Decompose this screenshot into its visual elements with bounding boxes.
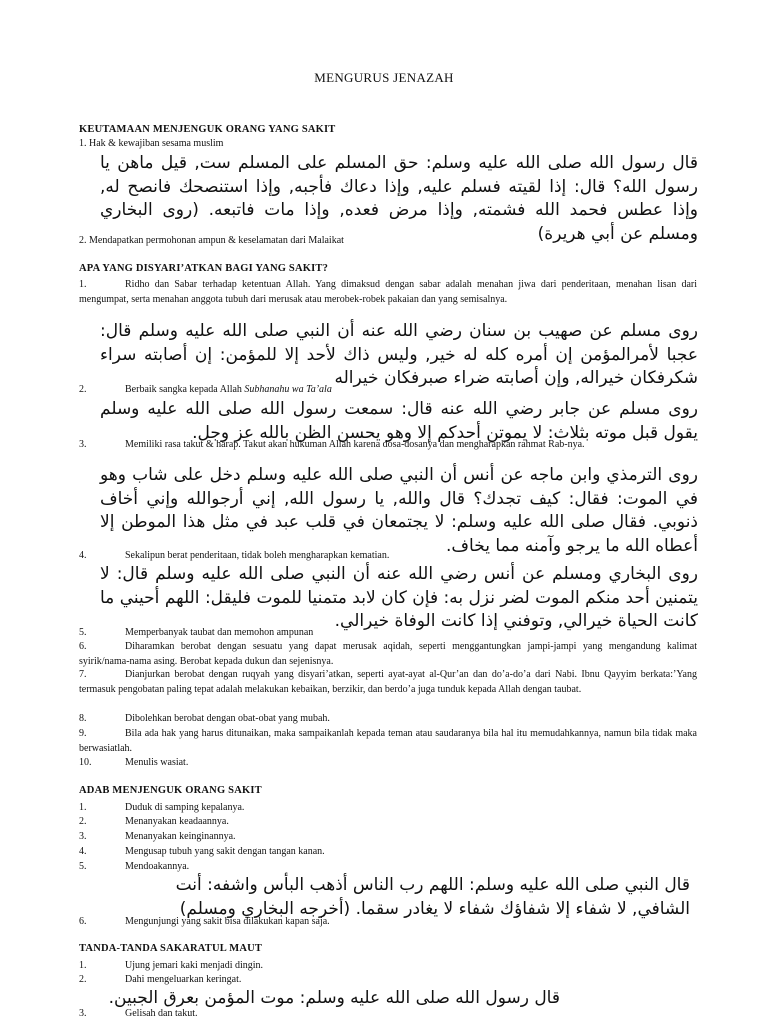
list-item: 2. Berbaik sangka kepada Allah Subhanahu wa Ta’ala [79,384,332,395]
list-item: 4. Sekalipun berat penderitaan, tidak boleh mengharapkan kematian. [79,550,390,561]
list-item: 1. Duduk di samping kepalanya. [79,802,245,813]
list-item: 6. Mengunjungi yang sakit bisa dilakukan kapan saja. [79,916,330,927]
list-item: 5. Mendoakannya. [79,861,190,872]
list-item: 9. Bila ada hak yang harus ditunaikan, maka sampaikanlah kepada teman atau saudaranya bila hal itu memudahkannya, namun bila tidak maka berwasiatlah. [79,728,697,754]
arabic-hadith-text: روى البخاري ومسلم عن أنس رضي الله عنه أن النبي صلى الله عليه وسلم قال: لا يتمنين أحد منكم الموت لضر نزل به: فإن كان لابد متمنيا للموت فليقل: اللهم أحيني ما كانت الحياة خيرالي, وتوفني إذا كانت الوفاة خيرالي. [100,564,698,631]
list-item: 3. Gelisah dan takut. [79,1008,198,1019]
list-item: 1. Ujung jemari kaki menjadi dingin. [79,960,264,971]
arabic-hadith-text: روى الترمذي وابن ماجه عن أنس أن النبي صلى الله عليه وسلم دخل على شاب وهو في الموت: فقال: كيف تجدك؟ قال والله, يا رسول الله, إني أرجوالله وإني أخاف ذنوبي. فقال صلى الله عليه وسلم: لا يجتمعان في قلب عبد في مثل هذا الموطن إلا أعطاه الله ما يرجو وآمنه مما يخاف. [100,465,698,556]
list-item: 2. Dahi mengeluarkan keringat. [79,974,242,985]
list-item: 7. Dianjurkan berobat dengan ruqyah yang disyari’atkan, seperti ayat-ayat al-Qur’an dan do’a-do’a dari Nabi. Ibnu Qayyim berkata:’Yang termasuk pengobatan paling tepat adalah melakukan kebaikan, berzikir, dan berdo’a juga tunduk kepada Allah dengan taubat. [79,669,697,695]
list-item: 3. Menanyakan keinginannya. [79,831,236,842]
list-item: 5. Memperbanyak taubat dan memohon ampunan [79,627,314,638]
section-heading-adab: ADAB MENJENGUK ORANG SAKIT [79,785,262,796]
section-heading-sakaratul: TANDA-TANDA SAKARATUL MAUT [79,943,263,954]
arabic-hadith-text: روى مسلم عن جابر رضي الله عنه قال: سمعت رسول الله صلى الله عليه وسلم يقول قبل موته بثلاث: لا يموتن أحدكم إلا وهو يحسن الظن بالله عز وجل. [100,399,698,443]
list-item: 2. Mendapatkan permohonan ampun & keselamatan dari Malaikat [79,235,344,246]
list-item: 10. Menulis wasiat. [79,757,189,768]
list-item: 2. Menanyakan keadaannya. [79,816,229,827]
list-item: 4. Mengusap tubuh yang sakit dengan tangan kanan. [79,846,325,857]
arabic-hadith-text: قال رسول الله صلى الله عليه وسلم: موت المؤمن بعرق الجبين. [108,988,560,1008]
arabic-hadith-text: روى مسلم عن صهيب بن سنان رضي الله عنه أن النبي صلى الله عليه وسلم قال: عجبا لأمرالمؤمن إن أمره كله له خير, وليس ذاك لأحد إلا للمؤمن: إن أصابته سراء شكرفكان خيراله, وإن أصابته ضراء صبرفكان خيراله [100,321,698,388]
section-heading-syariat: APA YANG DISYARI’ATKAN BAGI YANG SAKIT? [79,263,329,274]
page-title: MENGURUS JENAZAH [314,70,454,85]
arabic-doa-text: قال النبي صلى الله عليه وسلم: اللهم رب الناس أذهب البأس واشفه: أنت الشافي, لا شفاء إلا شفاؤك شفاء لا يغادر سقما. (أخرجه البخاري ومسلم) [175,875,690,919]
list-item: 8. Dibolehkan berobat dengan obat-obat yang mubah. [79,713,330,724]
arabic-hadith-text: قال رسول الله صلى الله عليه وسلم: حق المسلم على المسلم ست, قيل ماهن يا رسول الله؟ قال: إذا لقيته فسلم عليه, وإذا دعاك فأجبه, وإذا استنصحك فانصح له, وإذا عطس فحمد الله فشمته, وإذا مرض فعده, وإذا مات فاتبعه. (روى البخاري ومسلم عن أبي هريرة) [100,153,698,244]
section-heading-keutamaan: KEUTAMAAN MENJENGUK ORANG YANG SAKIT [79,124,336,135]
list-item: 1. Hak & kewajiban sesama muslim [79,138,224,149]
list-item: 3. Memiliki rasa takut & harap. Takut akan hukuman Allah karena dosa-dosanya dan mengharapkan rahmat Rab-nya. [79,439,585,450]
list-item: 1. Ridho dan Sabar terhadap ketentuan Allah. Yang dimaksud dengan sabar adalah menahan jiwa dari penderitaan, menahan lisan dari mengumpat, serta menahan anggota tubuh dari merusak atau merobek-robek pakaian dan yang semisalnya. [79,279,697,305]
list-item: 6. Diharamkan berobat dengan sesuatu yang dapat merusak aqidah, seperti menggantungkan jampi-jampi yang mengandung kalimat syirik/nama-nama asing. Berobat kepada dukun dan sejenisnya. [79,641,697,667]
